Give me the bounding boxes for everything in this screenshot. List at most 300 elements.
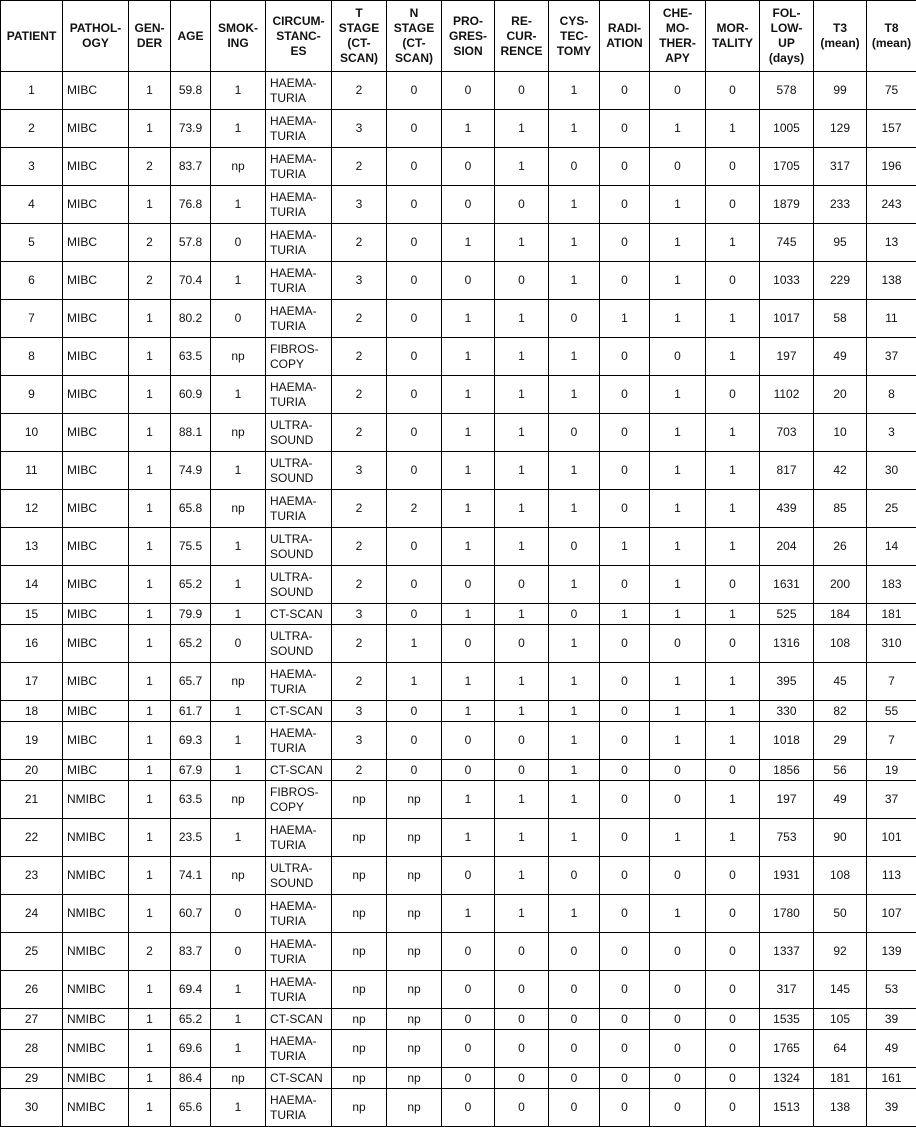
cell-pathology: MIBC: [63, 148, 129, 186]
cell-radiation: 0: [600, 1089, 650, 1127]
cell-t8-mean: 196: [867, 148, 916, 186]
cell-gender: 1: [129, 490, 171, 528]
cell-follow-up: 578: [760, 72, 814, 110]
table-row: [1, 186, 916, 224]
cell-mortality: 0: [706, 760, 760, 781]
cell-progression: 0: [442, 1068, 495, 1089]
cell-t8-mean: 157: [867, 110, 916, 148]
cell-progression: 1: [442, 300, 495, 338]
cell-follow-up: 1513: [760, 1089, 814, 1127]
cell-n-stage: np: [387, 781, 442, 819]
cell-chemotherapy: 1: [650, 722, 706, 760]
cell-cystectomy: 1: [549, 72, 600, 110]
cell-t8-mean: 181: [867, 604, 916, 625]
cell-age: 60.7: [171, 895, 211, 933]
cell-t-stage: 2: [332, 376, 387, 414]
cell-circumstances: HAEMA- TURIA: [266, 110, 332, 148]
cell-recurrence: 0: [495, 760, 549, 781]
cell-chemotherapy: 1: [650, 819, 706, 857]
cell-n-stage: 0: [387, 452, 442, 490]
cell-chemotherapy: 0: [650, 781, 706, 819]
cell-t-stage: np: [332, 1068, 387, 1089]
cell-t3-mean: 229: [814, 262, 867, 300]
cell-progression: 0: [442, 1009, 495, 1030]
cell-progression: 1: [442, 110, 495, 148]
cell-t-stage: 2: [332, 566, 387, 604]
cell-radiation: 0: [600, 971, 650, 1009]
cell-cystectomy: 1: [549, 110, 600, 148]
column-header-t-stage: T STAGE (CT- SCAN): [332, 1, 387, 72]
cell-recurrence: 1: [495, 452, 549, 490]
cell-circumstances: ULTRA- SOUND: [266, 414, 332, 452]
cell-chemotherapy: 1: [650, 895, 706, 933]
table-row: [1, 262, 916, 300]
cell-smoking: np: [211, 414, 266, 452]
cell-circumstances: ULTRA- SOUND: [266, 857, 332, 895]
cell-radiation: 0: [600, 781, 650, 819]
cell-recurrence: 1: [495, 781, 549, 819]
cell-radiation: 0: [600, 722, 650, 760]
cell-chemotherapy: 0: [650, 148, 706, 186]
cell-n-stage: 0: [387, 72, 442, 110]
cell-age: 83.7: [171, 148, 211, 186]
cell-patient: 23: [1, 857, 63, 895]
cell-progression: 0: [442, 625, 495, 663]
cell-recurrence: 1: [495, 110, 549, 148]
cell-pathology: MIBC: [63, 722, 129, 760]
cell-chemotherapy: 0: [650, 1030, 706, 1068]
table-row: [1, 1009, 916, 1030]
cell-chemotherapy: 0: [650, 1089, 706, 1127]
cell-t8-mean: 30: [867, 452, 916, 490]
cell-progression: 1: [442, 376, 495, 414]
cell-mortality: 1: [706, 781, 760, 819]
cell-mortality: 0: [706, 376, 760, 414]
cell-n-stage: np: [387, 1009, 442, 1030]
cell-circumstances: CT-SCAN: [266, 701, 332, 722]
cell-recurrence: 0: [495, 971, 549, 1009]
cell-follow-up: 1931: [760, 857, 814, 895]
cell-recurrence: 0: [495, 933, 549, 971]
table-row: [1, 490, 916, 528]
column-header-t8-mean: T8 (mean): [867, 1, 916, 72]
cell-smoking: 1: [211, 566, 266, 604]
cell-n-stage: 0: [387, 722, 442, 760]
cell-t3-mean: 99: [814, 72, 867, 110]
cell-t3-mean: 50: [814, 895, 867, 933]
cell-n-stage: 0: [387, 148, 442, 186]
cell-age: 65.2: [171, 566, 211, 604]
cell-recurrence: 1: [495, 895, 549, 933]
cell-patient: 5: [1, 224, 63, 262]
table-row: [1, 566, 916, 604]
cell-patient: 10: [1, 414, 63, 452]
cell-radiation: 0: [600, 857, 650, 895]
cell-cystectomy: 0: [549, 604, 600, 625]
cell-chemotherapy: 0: [650, 625, 706, 663]
cell-pathology: NMIBC: [63, 1030, 129, 1068]
table-row: [1, 722, 916, 760]
cell-n-stage: np: [387, 895, 442, 933]
cell-follow-up: 1780: [760, 895, 814, 933]
cell-follow-up: 1856: [760, 760, 814, 781]
cell-t3-mean: 82: [814, 701, 867, 722]
cell-recurrence: 1: [495, 376, 549, 414]
table-row: [1, 224, 916, 262]
cell-radiation: 0: [600, 338, 650, 376]
cell-pathology: NMIBC: [63, 857, 129, 895]
cell-smoking: 0: [211, 625, 266, 663]
cell-pathology: MIBC: [63, 701, 129, 722]
cell-recurrence: 1: [495, 338, 549, 376]
cell-smoking: 1: [211, 1009, 266, 1030]
cell-t-stage: 2: [332, 760, 387, 781]
cell-chemotherapy: 1: [650, 300, 706, 338]
cell-t-stage: np: [332, 1009, 387, 1030]
cell-n-stage: np: [387, 1068, 442, 1089]
cell-progression: 0: [442, 857, 495, 895]
cell-cystectomy: 0: [549, 933, 600, 971]
cell-age: 74.9: [171, 452, 211, 490]
cell-circumstances: HAEMA- TURIA: [266, 1030, 332, 1068]
cell-circumstances: FIBROS- COPY: [266, 781, 332, 819]
cell-progression: 1: [442, 338, 495, 376]
cell-circumstances: CT-SCAN: [266, 760, 332, 781]
cell-gender: 1: [129, 604, 171, 625]
header-row: [1, 1, 916, 72]
cell-cystectomy: 1: [549, 760, 600, 781]
cell-patient: 2: [1, 110, 63, 148]
cell-t8-mean: 25: [867, 490, 916, 528]
cell-cystectomy: 0: [549, 300, 600, 338]
cell-chemotherapy: 1: [650, 110, 706, 148]
table-row: [1, 1068, 916, 1089]
cell-t-stage: 2: [332, 490, 387, 528]
cell-cystectomy: 1: [549, 701, 600, 722]
cell-pathology: MIBC: [63, 528, 129, 566]
cell-smoking: 1: [211, 452, 266, 490]
cell-age: 79.9: [171, 604, 211, 625]
cell-progression: 0: [442, 148, 495, 186]
cell-n-stage: 2: [387, 490, 442, 528]
cell-patient: 12: [1, 490, 63, 528]
cell-circumstances: FIBROS- COPY: [266, 338, 332, 376]
cell-patient: 25: [1, 933, 63, 971]
cell-t8-mean: 13: [867, 224, 916, 262]
table-row: [1, 625, 916, 663]
cell-t8-mean: 55: [867, 701, 916, 722]
cell-circumstances: HAEMA- TURIA: [266, 895, 332, 933]
cell-pathology: MIBC: [63, 490, 129, 528]
cell-chemotherapy: 1: [650, 376, 706, 414]
cell-circumstances: ULTRA- SOUND: [266, 625, 332, 663]
cell-gender: 1: [129, 1030, 171, 1068]
cell-mortality: 1: [706, 414, 760, 452]
cell-mortality: 1: [706, 224, 760, 262]
cell-follow-up: 317: [760, 971, 814, 1009]
cell-recurrence: 0: [495, 186, 549, 224]
cell-progression: 0: [442, 186, 495, 224]
cell-recurrence: 0: [495, 625, 549, 663]
cell-t8-mean: 107: [867, 895, 916, 933]
cell-age: 75.5: [171, 528, 211, 566]
cell-age: 65.7: [171, 663, 211, 701]
table-row: [1, 338, 916, 376]
cell-chemotherapy: 1: [650, 262, 706, 300]
cell-follow-up: 330: [760, 701, 814, 722]
table-row: [1, 72, 916, 110]
column-header-n-stage: N STAGE (CT- SCAN): [387, 1, 442, 72]
cell-cystectomy: 0: [549, 1068, 600, 1089]
cell-radiation: 0: [600, 376, 650, 414]
cell-circumstances: CT-SCAN: [266, 1009, 332, 1030]
cell-circumstances: HAEMA- TURIA: [266, 72, 332, 110]
cell-n-stage: np: [387, 857, 442, 895]
cell-t-stage: 2: [332, 72, 387, 110]
cell-gender: 2: [129, 262, 171, 300]
column-header-age: AGE: [171, 1, 211, 72]
cell-pathology: MIBC: [63, 760, 129, 781]
table-row: [1, 701, 916, 722]
cell-t8-mean: 39: [867, 1009, 916, 1030]
cell-patient: 7: [1, 300, 63, 338]
cell-gender: 1: [129, 857, 171, 895]
cell-smoking: 1: [211, 701, 266, 722]
cell-t3-mean: 64: [814, 1030, 867, 1068]
cell-follow-up: 1765: [760, 1030, 814, 1068]
cell-smoking: 1: [211, 722, 266, 760]
cell-age: 76.8: [171, 186, 211, 224]
cell-patient: 17: [1, 663, 63, 701]
cell-mortality: 1: [706, 528, 760, 566]
cell-t3-mean: 42: [814, 452, 867, 490]
cell-t-stage: np: [332, 1030, 387, 1068]
cell-pathology: NMIBC: [63, 933, 129, 971]
cell-recurrence: 0: [495, 1089, 549, 1127]
cell-patient: 4: [1, 186, 63, 224]
cell-t8-mean: 75: [867, 72, 916, 110]
cell-circumstances: HAEMA- TURIA: [266, 933, 332, 971]
cell-age: 86.4: [171, 1068, 211, 1089]
cell-circumstances: HAEMA- TURIA: [266, 224, 332, 262]
cell-t8-mean: 8: [867, 376, 916, 414]
cell-pathology: MIBC: [63, 262, 129, 300]
cell-gender: 1: [129, 971, 171, 1009]
cell-progression: 1: [442, 895, 495, 933]
cell-mortality: 1: [706, 819, 760, 857]
cell-circumstances: CT-SCAN: [266, 604, 332, 625]
cell-t-stage: 2: [332, 338, 387, 376]
cell-gender: 1: [129, 1009, 171, 1030]
cell-t3-mean: 105: [814, 1009, 867, 1030]
cell-t8-mean: 37: [867, 781, 916, 819]
cell-chemotherapy: 0: [650, 1009, 706, 1030]
cell-t3-mean: 92: [814, 933, 867, 971]
cell-chemotherapy: 1: [650, 224, 706, 262]
cell-progression: 0: [442, 262, 495, 300]
cell-progression: 1: [442, 781, 495, 819]
cell-cystectomy: 1: [549, 625, 600, 663]
cell-smoking: np: [211, 663, 266, 701]
cell-radiation: 0: [600, 490, 650, 528]
cell-t8-mean: 11: [867, 300, 916, 338]
cell-n-stage: np: [387, 1030, 442, 1068]
cell-n-stage: np: [387, 819, 442, 857]
cell-recurrence: 0: [495, 566, 549, 604]
cell-circumstances: HAEMA- TURIA: [266, 490, 332, 528]
column-header-cystectomy: CYS- TEC- TOMY: [549, 1, 600, 72]
cell-n-stage: 0: [387, 701, 442, 722]
cell-smoking: 1: [211, 262, 266, 300]
cell-patient: 29: [1, 1068, 63, 1089]
cell-age: 69.3: [171, 722, 211, 760]
cell-t-stage: 3: [332, 262, 387, 300]
cell-gender: 2: [129, 933, 171, 971]
cell-cystectomy: 0: [549, 148, 600, 186]
cell-cystectomy: 1: [549, 895, 600, 933]
table-row: [1, 376, 916, 414]
cell-t3-mean: 200: [814, 566, 867, 604]
cell-t3-mean: 317: [814, 148, 867, 186]
cell-cystectomy: 1: [549, 663, 600, 701]
cell-progression: 0: [442, 971, 495, 1009]
cell-age: 65.6: [171, 1089, 211, 1127]
cell-t3-mean: 45: [814, 663, 867, 701]
cell-chemotherapy: 1: [650, 663, 706, 701]
cell-radiation: 0: [600, 186, 650, 224]
cell-recurrence: 0: [495, 262, 549, 300]
cell-gender: 1: [129, 819, 171, 857]
cell-mortality: 1: [706, 338, 760, 376]
cell-cystectomy: 1: [549, 490, 600, 528]
cell-progression: 1: [442, 604, 495, 625]
cell-gender: 1: [129, 72, 171, 110]
cell-n-stage: 0: [387, 262, 442, 300]
cell-gender: 1: [129, 186, 171, 224]
cell-patient: 6: [1, 262, 63, 300]
cell-pathology: NMIBC: [63, 971, 129, 1009]
table-row: [1, 857, 916, 895]
cell-n-stage: 0: [387, 224, 442, 262]
cell-circumstances: HAEMA- TURIA: [266, 300, 332, 338]
cell-t3-mean: 184: [814, 604, 867, 625]
column-header-radiation: RADI- ATION: [600, 1, 650, 72]
cell-mortality: 1: [706, 300, 760, 338]
cell-t8-mean: 138: [867, 262, 916, 300]
cell-chemotherapy: 0: [650, 760, 706, 781]
cell-n-stage: 0: [387, 604, 442, 625]
cell-n-stage: 0: [387, 110, 442, 148]
cell-smoking: 1: [211, 110, 266, 148]
cell-progression: 1: [442, 701, 495, 722]
cell-mortality: 0: [706, 186, 760, 224]
cell-t8-mean: 3: [867, 414, 916, 452]
cell-follow-up: 525: [760, 604, 814, 625]
cell-recurrence: 0: [495, 1009, 549, 1030]
cell-circumstances: HAEMA- TURIA: [266, 722, 332, 760]
cell-pathology: NMIBC: [63, 895, 129, 933]
cell-cystectomy: 1: [549, 722, 600, 760]
cell-radiation: 0: [600, 1068, 650, 1089]
cell-chemotherapy: 1: [650, 604, 706, 625]
table-row: [1, 300, 916, 338]
cell-t3-mean: 145: [814, 971, 867, 1009]
cell-radiation: 0: [600, 452, 650, 490]
cell-radiation: 0: [600, 760, 650, 781]
cell-t8-mean: 161: [867, 1068, 916, 1089]
cell-smoking: 1: [211, 604, 266, 625]
cell-patient: 18: [1, 701, 63, 722]
table-row: [1, 110, 916, 148]
cell-cystectomy: 1: [549, 566, 600, 604]
cell-age: 69.4: [171, 971, 211, 1009]
cell-patient: 1: [1, 72, 63, 110]
cell-t3-mean: 58: [814, 300, 867, 338]
cell-circumstances: HAEMA- TURIA: [266, 1089, 332, 1127]
cell-progression: 1: [442, 452, 495, 490]
cell-recurrence: 1: [495, 701, 549, 722]
cell-n-stage: 0: [387, 338, 442, 376]
cell-cystectomy: 1: [549, 781, 600, 819]
cell-progression: 1: [442, 528, 495, 566]
cell-pathology: NMIBC: [63, 1089, 129, 1127]
table-row: [1, 452, 916, 490]
cell-follow-up: 1033: [760, 262, 814, 300]
cell-smoking: np: [211, 148, 266, 186]
cell-cystectomy: 1: [549, 338, 600, 376]
cell-follow-up: 745: [760, 224, 814, 262]
cell-gender: 1: [129, 338, 171, 376]
cell-smoking: 0: [211, 300, 266, 338]
cell-mortality: 1: [706, 663, 760, 701]
cell-cystectomy: 0: [549, 971, 600, 1009]
cell-age: 61.7: [171, 701, 211, 722]
cell-mortality: 0: [706, 933, 760, 971]
cell-gender: 1: [129, 1068, 171, 1089]
cell-smoking: 1: [211, 1030, 266, 1068]
cell-follow-up: 1005: [760, 110, 814, 148]
cell-t-stage: 2: [332, 663, 387, 701]
cell-circumstances: HAEMA- TURIA: [266, 971, 332, 1009]
cell-circumstances: CT-SCAN: [266, 1068, 332, 1089]
cell-recurrence: 1: [495, 414, 549, 452]
cell-mortality: 1: [706, 452, 760, 490]
cell-smoking: 1: [211, 1089, 266, 1127]
cell-t-stage: 3: [332, 452, 387, 490]
cell-patient: 30: [1, 1089, 63, 1127]
cell-circumstances: ULTRA- SOUND: [266, 528, 332, 566]
cell-mortality: 0: [706, 971, 760, 1009]
cell-patient: 16: [1, 625, 63, 663]
cell-n-stage: np: [387, 933, 442, 971]
cell-patient: 26: [1, 971, 63, 1009]
table-row: [1, 1030, 916, 1068]
column-header-follow-up: FOL- LOW- UP (days): [760, 1, 814, 72]
cell-pathology: MIBC: [63, 452, 129, 490]
cell-t3-mean: 233: [814, 186, 867, 224]
table-row: [1, 1089, 916, 1127]
cell-recurrence: 1: [495, 224, 549, 262]
cell-pathology: MIBC: [63, 376, 129, 414]
cell-n-stage: 0: [387, 528, 442, 566]
cell-t8-mean: 37: [867, 338, 916, 376]
cell-progression: 1: [442, 663, 495, 701]
cell-recurrence: 1: [495, 300, 549, 338]
cell-radiation: 0: [600, 110, 650, 148]
cell-smoking: 1: [211, 528, 266, 566]
table-body: [1, 72, 916, 1127]
cell-t-stage: np: [332, 1089, 387, 1127]
